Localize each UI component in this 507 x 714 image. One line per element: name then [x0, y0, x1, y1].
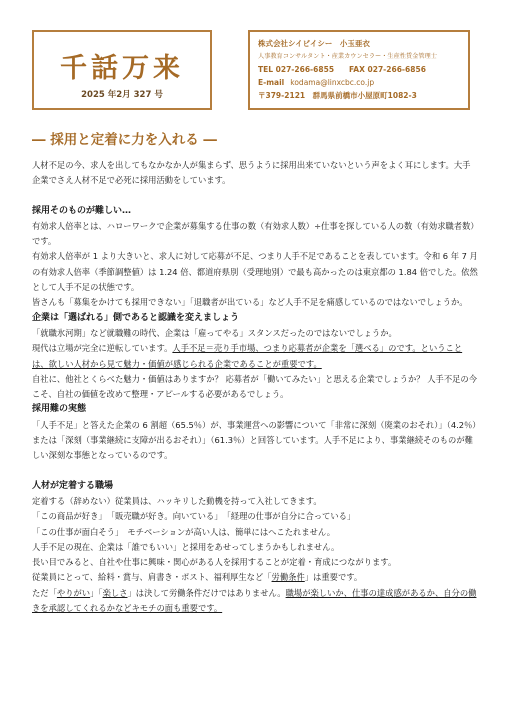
company-name: 株式会社シイビイシー 小玉亜衣: [258, 39, 370, 48]
paragraph-interest: 「この仕事が面白そう」 モチベーションが高い人は、簡単にはへこたれません。: [32, 526, 336, 537]
paragraph-job-satisfaction: ただ「やりがい」「楽しさ」は決して労働条件だけではありません。職場が楽しいか、仕事の達成感があるか、自分の働きを承認してくれるかなどキモチの面も重要です。: [32, 587, 477, 614]
newsletter-title: 千話万来: [60, 53, 184, 84]
paragraph-examples: 「この商品が好き」 「販売職が好き。向いている」 「経理の仕事が自分に合っている」: [32, 511, 356, 522]
paragraph-hasty-hiring: 人手不足の現在、企業は「誰でもいい」と採用をあせってしまうかもしれません。: [32, 541, 340, 552]
underlined-enjoyment: 楽しさ: [102, 587, 128, 598]
paragraph-ice-age: 「就職氷河期」など就職難の時代、企業は「雇ってやる」スタンスだったのではないでしょうか。: [32, 327, 397, 338]
underlined-sellers-market: 人手不足＝売り手市場、つまり応募者が企業を「選べる」の: [172, 343, 397, 354]
issue-number: 2025 年2月 327 号: [81, 90, 163, 100]
heading-hiring-difficulty: 採用そのものが難しい…: [32, 205, 132, 216]
paragraph-working-conditions: 従業員にとって、給料・賞与、肩書き・ポスト、福利厚生など「労働条件」は重要です。: [32, 572, 363, 583]
masthead-box: [32, 30, 212, 110]
heading-retention: 人材が定着する職場: [32, 480, 114, 491]
paragraph-sellers-market: 現代は立場が完全に逆転しています。人手不足＝売り手市場、つまり応募者が企業を「選べる」のです。ということは、欲しい人材から見て魅力・価値が感じられる企業であることが重要です。: [32, 343, 463, 369]
paragraph-job-ratio-definition: 有効求人倍率とは、ハローワークで企業が募集する仕事の数（有効求人数）÷仕事を探している人の数（有効求職者数）です。: [32, 220, 475, 247]
paragraph-long-term: 長い目でみると、自社や仕事に興味・関心がある人を採用することが定着・育成につながります。: [32, 557, 397, 568]
phone-fax: TEL 027-266-6855 FAX 027-266-6856: [258, 65, 426, 74]
postal-address: 〒379-2121 群馬県前橋市小屋原町1082-3: [258, 91, 417, 100]
heading-be-chosen: 企業は「選ばれる」側であると認識を変えましょう: [32, 312, 240, 323]
paragraph-labor-shortage: 皆さんも「募集をかけても採用できない」「退職者が出ている」など人手不足を痛感しているのではないでしょうか。: [32, 297, 468, 308]
underlined-workplace-fun: 職場が楽しいか、仕事の達成感があるか、自分の働きを承認してくれるかなどキモチの面も重要です。: [32, 587, 477, 614]
email-row: [258, 76, 460, 89]
underlined-rewarding: やりがい: [56, 587, 91, 598]
contact-box: [248, 30, 470, 110]
article-body: [32, 158, 478, 616]
underlined-attractiveness: 欲しい人材から見て魅力・価値が感じられる企業であることが重要です。: [48, 358, 322, 369]
article-title: ― 採用と定着に力を入れる ―: [32, 132, 217, 148]
paragraph-motivation: 定着する（辞めない）従業員は、ハッキリした動機を持って入社してきます。: [32, 495, 322, 506]
email-label: E-mail: [258, 78, 285, 87]
paragraph-survey-results: 「人手不足」と答えた企業の 6 割超（65.5％）が、事業運営への影響について「非常に深刻（廃業のおそれ）」（4.2％）または「深刻（事業継続に支障が出るおそれ）」（61.3％）と回答しています。人手不足により、事業継続そのものが難しい深刻な事態となっているのです。: [32, 419, 477, 461]
email-link[interactable]: kodama@linxcbc.co.jp: [290, 78, 375, 87]
heading-hiring-reality: 採用難の実態: [32, 404, 87, 415]
underlined-working-conditions: 労働条件: [271, 572, 305, 583]
paragraph-company-value: 自社に、他社とくらべた魅力・価値はありますか？ 応募者が「働いてみたい」と思える企業でしょうか？ 人手不足の今こそ、自社の価値を改めて整理・アピールする必要があるでしょう。: [32, 373, 478, 400]
paragraph-job-ratio-stats: 有効求人倍率が 1 より大きいと、求人に対して応募が不足、つまり人手不足であることを表しています。令和 6 年 7 月の有効求人倍率（季節調整値）は 1.24 倍、都道府県別（受理地別）で最も高かったのは東京都の 1.84 倍でした。依然として人手不足の状態です。: [32, 251, 478, 293]
author-roles: 人事教育コンサルタント・産業カウンセラー・生産性賃金管理士: [258, 53, 437, 60]
intro-paragraph: 人材不足の今、求人を出してもなかなか人が集まらず、思うように採用出来ていないという声をよく耳にします。大手企業でさえ人材不足で必死に採用活動をしています。: [32, 160, 471, 186]
